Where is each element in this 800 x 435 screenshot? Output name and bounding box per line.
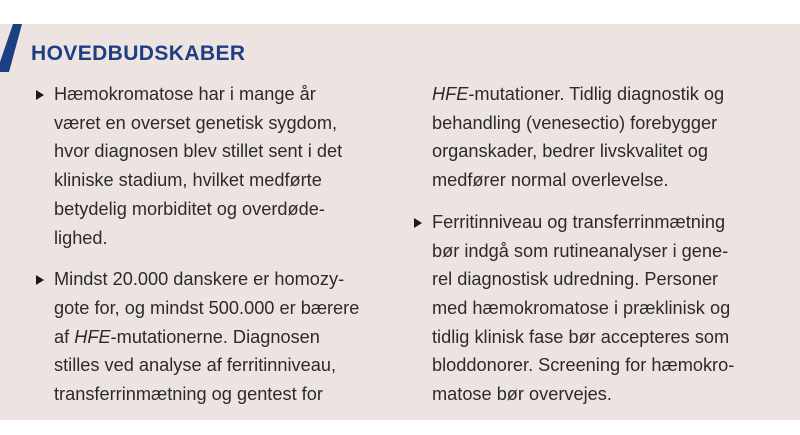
bullet-item-2 <box>36 265 406 409</box>
bullet-2-cont-line-1 <box>432 80 790 109</box>
bullet-triangle-icon <box>36 90 44 100</box>
bullet-1-line-4: kliniske stadium, hvilket medførte <box>54 170 322 191</box>
bullet-2-line-1: Mindst 20.000 danskere er homozy- <box>54 269 345 290</box>
bullet-3-line-1: Ferritinniveau og transferrinmætning <box>432 211 726 232</box>
gene-name-hfe: HFE <box>74 326 111 347</box>
box-heading: HOVEDBUDSKABER <box>31 42 246 65</box>
bullet-3-line-3: rel diagnostisk udredning. Personer <box>432 269 719 290</box>
gene-name-hfe: HFE <box>432 84 469 104</box>
bullet-2-line-2: gote for, og mindst 500.000 er bærere <box>54 297 360 318</box>
bullet-3-line-4: med hæmokromatose i præklinisk og <box>432 297 731 318</box>
bullet-3-line-5: tidlig klinisk fase bør accepteres som <box>432 326 730 347</box>
bullet-2-line-3 <box>54 323 406 352</box>
bullet-item-3 <box>414 208 790 409</box>
bullet-2-line-4: stilles ved analyse af ferritinniveau, <box>54 355 337 376</box>
bullet-2-line-5: transferrinmætning og gentest for <box>54 384 323 405</box>
bullet-triangle-icon <box>414 218 422 228</box>
bullet-3-line-6: bloddonorer. Screening for hæmokro- <box>432 355 735 376</box>
bullet-2-cont-line-3: organskader, bedrer livskvalitet og <box>432 141 708 162</box>
bullet-item-1 <box>36 80 406 252</box>
bullet-3-line-7: matose bør overvejes. <box>432 384 612 405</box>
bullet-1-line-6: lighed. <box>54 227 108 248</box>
bullet-2-cont-line-1-suffix: -mutationer. Tidlig diagnostik og <box>468 84 725 104</box>
bullet-2-cont-line-2: behandling (venesectio) forebygger <box>432 112 718 133</box>
bullet-3-line-2: bør indgå som rutineanalyser i gene- <box>432 240 729 261</box>
bullet-triangle-icon <box>36 275 44 285</box>
right-column <box>414 80 790 422</box>
bullet-1-line-5: betydelig morbiditet og overdøde- <box>54 198 325 219</box>
bullet-1-line-1: Hæmokromatose har i mange år <box>54 84 316 104</box>
bullet-2-line-3-suffix: -mutationerne. Diagnosen <box>110 326 320 347</box>
left-column <box>36 80 406 422</box>
bullet-1-line-2: været en overset genetisk sygdom, <box>54 112 338 133</box>
bullet-1-line-3: hvor diagnosen blev stillet sent i det <box>54 141 343 162</box>
corner-accent <box>0 24 22 72</box>
bullet-item-2-continued <box>414 80 790 195</box>
bullet-2-cont-line-4: medfører normal overlevelse. <box>432 170 669 191</box>
bullet-2-line-3-prefix: af <box>54 326 75 347</box>
